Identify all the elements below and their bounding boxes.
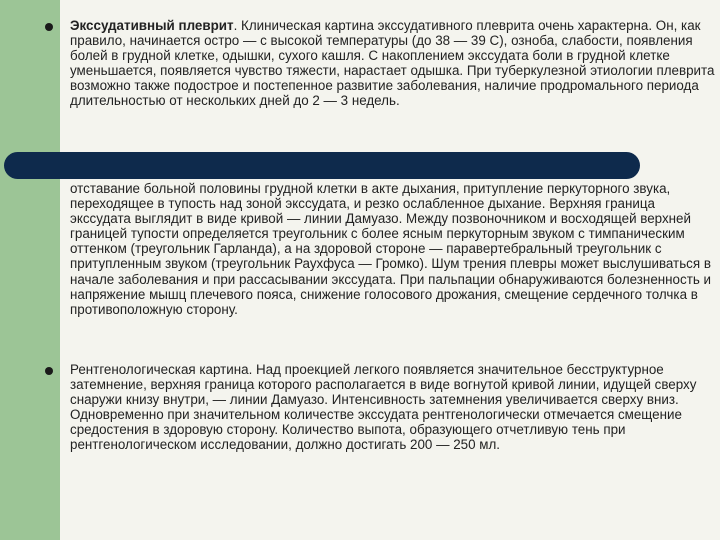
paragraph-x-ray-picture: Рентгенологическая картина. Над проекцией легкого появляется значительное бесструктурное затемнение, верхняя граница которого располагается в виде вогнутой кривой линии, идущей сверху снаружи книзу внутри, — линии Дамуазо. Интенсивность затемнения увеличивается сверху вниз. Одновременно при значительном количестве экссудата рентгенологически отмечается смещение средостения в здоровую сторону. Количество выпота, образующего отчетливую тень при рентгенологическом исследовании, должно достигать 200 — 250 мл. xyxy=(70,362,697,453)
paragraph-body: . Клиническая картина экссудативного плеврита очень характерна. Он, как правило, начинается остро — с высокой температуры (до 38 — 39 С), озноба, слабости, появления болей в грудной клетке, одышки, сухого кашля. С накоплением экссудата боли в грудной клетке уменьшается, появляется чувство тяжести, нарастает одышка. При туберкулезной этиологии плеврита возможно также подострое и постепенное развитие заболевания, наличие продромального периода длительностью от нескольких дней до 2 — 3 недель. xyxy=(70,18,715,109)
bullet-dot-1 xyxy=(45,23,53,31)
dark-overlay-bar xyxy=(4,152,640,179)
left-decorative-stripe xyxy=(0,0,60,540)
dark-overlay-bar-tail xyxy=(616,159,626,163)
paragraph-exudative-pleurisy xyxy=(70,18,715,109)
paragraph-physical-findings: отставание больной половины грудной клетки в акте дыхания, притупление перкуторного звука, переходящее в тупость над зоной экссудата, и резко ослабленное дыхание. Верхняя граница экссудата выглядит в виде кривой — линии Дамуазо. Между позвоночником и восходящей верхней границей тупости определяется треугольник с более ясным перкуторным звуком с тимпаническим оттенком (треугольник Гарланда), а на здоровой стороне — паравертебральный треугольник с притупленным звуком (треугольник Раухфуса — Громко). Шум трения плевры может выслушиваться в начале заболевания и при рассасывании экссудата. При пальпации обнаруживаются болезненность и напряжение мышц плечевого пояса, снижение голосового дрожания, смещение сердечного толчка в противоположную сторону. xyxy=(70,181,712,317)
paragraph-lead-term: Экссудативный плеврит xyxy=(70,18,234,33)
bullet-dot-2 xyxy=(45,367,53,375)
